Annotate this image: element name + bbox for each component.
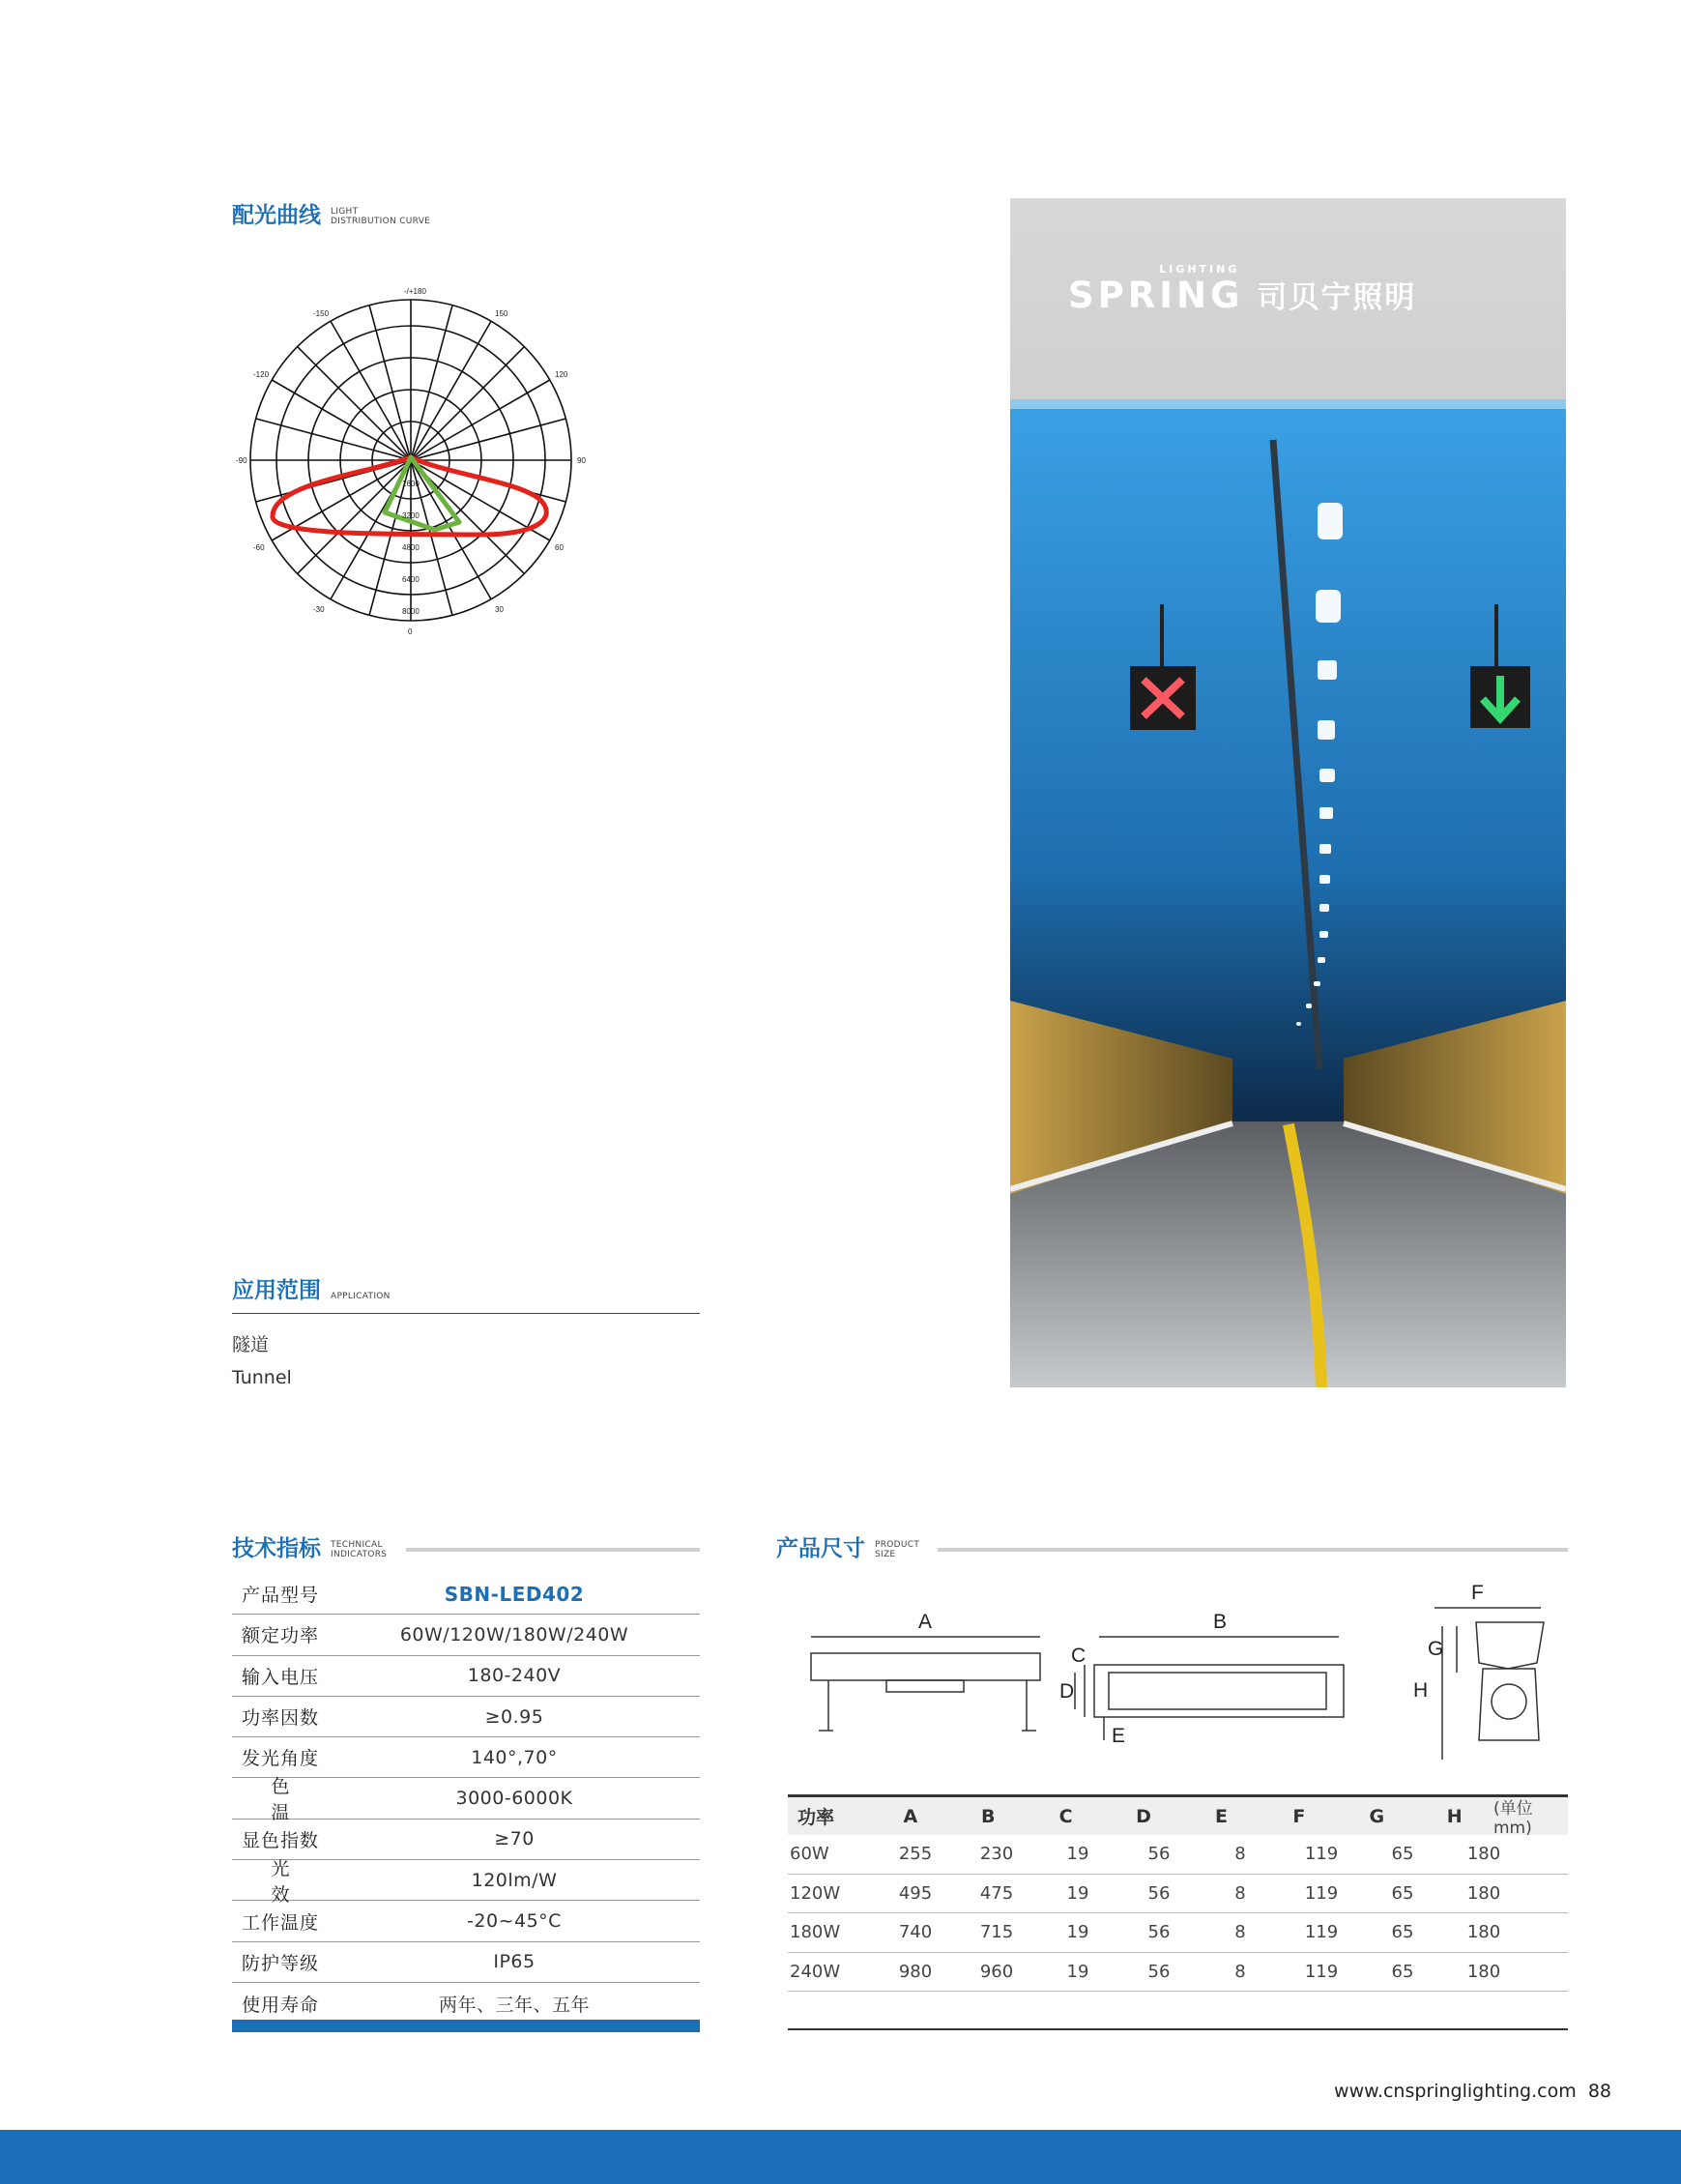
tunnel-light bbox=[1314, 981, 1320, 986]
tech-row-power bbox=[232, 1615, 700, 1655]
brand-name bbox=[1068, 263, 1244, 316]
tech-row-power-factor bbox=[232, 1697, 700, 1737]
angle-label-mr: 90 bbox=[577, 456, 586, 465]
size-cell: 180W bbox=[790, 1922, 841, 1943]
size-cell: 19 bbox=[1066, 1961, 1089, 1982]
side-view-driver bbox=[886, 1680, 964, 1692]
radial-label: 3200 bbox=[402, 511, 420, 520]
footer-url-text[interactable]: www.cnspringlighting.com bbox=[1334, 2081, 1577, 2102]
dim-label-c: C bbox=[1071, 1645, 1087, 1667]
tech-key: 发光角度 bbox=[241, 1748, 319, 1770]
tunnel-light bbox=[1306, 1004, 1312, 1008]
tunnel-photo bbox=[1010, 198, 1566, 1387]
size-row bbox=[788, 1913, 1568, 1953]
size-row bbox=[788, 1835, 1568, 1875]
application-cn: 隧道 bbox=[232, 1334, 270, 1355]
ldc-title-cn: 配光曲线 bbox=[232, 203, 321, 228]
size-cell: 19 bbox=[1066, 1882, 1089, 1904]
size-title-cn: 产品尺寸 bbox=[776, 1536, 865, 1561]
angle-label-tr: 150 bbox=[495, 309, 508, 318]
angle-label-ml: -90 bbox=[236, 456, 247, 465]
tunnel-light bbox=[1319, 904, 1329, 912]
tech-value: SBN-LED402 bbox=[444, 1582, 585, 1606]
size-header: H bbox=[1446, 1805, 1463, 1827]
tech-row-efficacy bbox=[232, 1857, 700, 1906]
angle-label-top: -/+180 bbox=[404, 287, 426, 296]
tech-row-cct bbox=[232, 1776, 700, 1824]
size-cell: 119 bbox=[1304, 1922, 1339, 1943]
tunnel-light bbox=[1319, 769, 1335, 782]
size-cell: 960 bbox=[979, 1961, 1014, 1982]
side-view-bracket-right bbox=[1022, 1680, 1036, 1731]
tunnel-light bbox=[1318, 660, 1337, 680]
tech-value: ≥70 bbox=[494, 1828, 535, 1850]
size-cell: 180 bbox=[1466, 1882, 1501, 1904]
size-table-bottom-rule bbox=[788, 2028, 1568, 2030]
size-cell: 65 bbox=[1391, 1882, 1414, 1904]
angle-label-ul: -120 bbox=[253, 370, 270, 379]
size-table-header bbox=[788, 1797, 1568, 1838]
angle-label-ur: 120 bbox=[555, 370, 568, 379]
angle-label-bl: -30 bbox=[313, 605, 325, 614]
dim-label-f: F bbox=[1471, 1582, 1484, 1604]
size-header: B bbox=[980, 1805, 996, 1827]
dim-label-h: H bbox=[1413, 1679, 1429, 1702]
footer-bar bbox=[0, 2130, 1681, 2184]
dim-label-e: E bbox=[1112, 1725, 1126, 1747]
size-header: F bbox=[1292, 1805, 1306, 1827]
size-cell: 180 bbox=[1466, 1844, 1501, 1865]
size-header: C bbox=[1058, 1805, 1073, 1827]
tunnel-light bbox=[1319, 931, 1328, 938]
size-cell: 180 bbox=[1466, 1922, 1501, 1943]
tech-value: 120lm/W bbox=[471, 1869, 558, 1891]
radial-label: 4800 bbox=[402, 543, 420, 552]
tech-bottom-bar bbox=[232, 2020, 700, 2032]
tunnel-illustration bbox=[1010, 198, 1566, 1387]
size-row bbox=[788, 1953, 1568, 1993]
size-cell: 119 bbox=[1304, 1844, 1339, 1865]
footer-url[interactable] bbox=[1334, 2081, 1611, 2102]
tech-value: 60W/120W/180W/240W bbox=[399, 1623, 629, 1645]
brand-cn: 司贝宁照明 bbox=[1257, 280, 1417, 315]
size-unit: (单位mm) bbox=[1493, 1799, 1533, 1838]
polar-plot bbox=[232, 280, 628, 648]
dim-label-b: B bbox=[1213, 1611, 1228, 1633]
end-view-hub bbox=[1492, 1684, 1526, 1719]
ldc-title-en: LIGHT DISTRIBUTION CURVE bbox=[331, 207, 431, 226]
size-cell: 119 bbox=[1304, 1961, 1339, 1982]
tech-key: 工作温度 bbox=[241, 1911, 319, 1934]
tech-row-warranty bbox=[232, 1983, 700, 2024]
end-view-body bbox=[1479, 1669, 1539, 1740]
tunnel-light bbox=[1318, 503, 1343, 539]
angle-label-tl: -150 bbox=[313, 309, 330, 318]
size-cell: 8 bbox=[1234, 1882, 1246, 1904]
size-title-en: PRODUCT SIZE bbox=[875, 1540, 920, 1559]
tech-value: 180-240V bbox=[467, 1665, 562, 1687]
tech-value: 3000-6000K bbox=[455, 1788, 573, 1810]
tech-title-cn: 技术指标 bbox=[232, 1536, 321, 1561]
side-view-bracket-left bbox=[819, 1680, 833, 1731]
tech-key: 输入电压 bbox=[241, 1666, 319, 1688]
ldc-section-title bbox=[232, 205, 430, 227]
tunnel-light bbox=[1319, 807, 1333, 819]
tech-row-ip bbox=[232, 1942, 700, 1983]
size-cell: 240W bbox=[790, 1961, 841, 1982]
angle-label-ll: -60 bbox=[253, 543, 265, 552]
brand-name-text: SPRING bbox=[1068, 275, 1244, 316]
radial-label: 6400 bbox=[402, 575, 420, 584]
ceiling-edge bbox=[1010, 399, 1566, 409]
tech-row-temp bbox=[232, 1901, 700, 1941]
tech-section-title bbox=[232, 1538, 387, 1560]
size-row bbox=[788, 1875, 1568, 1914]
tech-key: 产品型号 bbox=[241, 1585, 319, 1607]
size-cell: 120W bbox=[790, 1882, 841, 1904]
size-cell: 230 bbox=[979, 1844, 1014, 1865]
tech-title-rule bbox=[406, 1548, 700, 1552]
tunnel-light bbox=[1319, 844, 1331, 854]
application-title-en: APPLICATION bbox=[331, 1291, 391, 1301]
size-cell: 65 bbox=[1391, 1922, 1414, 1943]
size-cell: 180 bbox=[1466, 1961, 1501, 1982]
tech-row-voltage bbox=[232, 1656, 700, 1697]
size-cell: 56 bbox=[1147, 1882, 1171, 1904]
tunnel-light bbox=[1318, 957, 1325, 963]
size-header: A bbox=[903, 1805, 918, 1827]
size-header: D bbox=[1136, 1805, 1151, 1827]
size-cell: 56 bbox=[1147, 1922, 1171, 1943]
size-cell: 8 bbox=[1234, 1961, 1246, 1982]
dim-label-d: D bbox=[1059, 1680, 1075, 1703]
application-title-cn: 应用范围 bbox=[232, 1278, 321, 1303]
application-section-title bbox=[232, 1280, 391, 1302]
size-cell: 56 bbox=[1147, 1961, 1171, 1982]
size-cell: 980 bbox=[898, 1961, 933, 1982]
tech-value: IP65 bbox=[493, 1951, 536, 1973]
tunnel-light bbox=[1319, 875, 1330, 884]
size-header: 功率 bbox=[797, 1807, 835, 1828]
radial-label: 8000 bbox=[402, 607, 420, 616]
tech-value: -20~45°C bbox=[467, 1910, 562, 1933]
size-cell: 65 bbox=[1391, 1844, 1414, 1865]
size-cell: 56 bbox=[1147, 1844, 1171, 1865]
tech-key: 额定功率 bbox=[241, 1625, 319, 1647]
tech-key: 光效 bbox=[271, 1857, 313, 1906]
size-cell: 740 bbox=[898, 1922, 933, 1943]
size-cell: 119 bbox=[1304, 1882, 1339, 1904]
tech-key: 功率因数 bbox=[241, 1707, 319, 1730]
size-cell: 65 bbox=[1391, 1961, 1414, 1982]
size-table bbox=[788, 1794, 1568, 2030]
tunnel-light bbox=[1316, 590, 1341, 623]
page-number: 88 bbox=[1587, 2081, 1611, 2102]
angle-label-br: 30 bbox=[495, 605, 504, 614]
brand-sub: LIGHTING bbox=[1159, 263, 1240, 276]
size-cell: 715 bbox=[979, 1922, 1014, 1943]
front-view-window bbox=[1109, 1673, 1326, 1709]
size-header: G bbox=[1369, 1805, 1385, 1827]
tech-value: ≥0.95 bbox=[484, 1705, 544, 1728]
tech-key: 使用寿命 bbox=[241, 1994, 319, 2016]
tunnel-light bbox=[1296, 1022, 1301, 1026]
size-cell: 8 bbox=[1234, 1844, 1246, 1865]
angle-label-bottom: 0 bbox=[408, 627, 413, 636]
size-cell: 495 bbox=[898, 1882, 933, 1904]
size-cell: 60W bbox=[790, 1844, 829, 1865]
dim-label-a: A bbox=[918, 1611, 933, 1633]
size-cell: 8 bbox=[1234, 1922, 1246, 1943]
tech-value: 140°,70° bbox=[471, 1746, 558, 1768]
brand-logo bbox=[1068, 263, 1417, 316]
tech-title-en: TECHNICAL INDICATORS bbox=[331, 1540, 388, 1559]
tech-key: 色温 bbox=[271, 1776, 313, 1824]
tech-key: 显色指数 bbox=[241, 1829, 319, 1851]
application-en: Tunnel bbox=[232, 1367, 292, 1388]
tech-key: 防护等级 bbox=[241, 1952, 319, 1974]
light-distribution-chart bbox=[232, 280, 628, 648]
tunnel-light bbox=[1318, 720, 1335, 740]
tech-row-model bbox=[232, 1574, 700, 1615]
size-section-title bbox=[776, 1538, 919, 1560]
radial-label: 1600 bbox=[402, 480, 420, 488]
size-cell: 19 bbox=[1066, 1844, 1089, 1865]
side-view-body bbox=[811, 1653, 1040, 1680]
dim-label-g: G bbox=[1428, 1638, 1444, 1660]
angle-label-lr: 60 bbox=[555, 543, 564, 552]
size-cell: 255 bbox=[898, 1844, 933, 1865]
size-cell: 475 bbox=[979, 1882, 1014, 1904]
size-title-rule bbox=[938, 1548, 1568, 1552]
dimension-svg bbox=[785, 1576, 1578, 1769]
application-divider bbox=[232, 1313, 700, 1314]
tech-table bbox=[232, 1574, 700, 2024]
size-header: E bbox=[1215, 1805, 1228, 1827]
dimension-drawings bbox=[785, 1576, 1578, 1769]
size-cell: 19 bbox=[1066, 1922, 1089, 1943]
tech-value: 两年、三年、五年 bbox=[438, 1994, 590, 2016]
end-view-head bbox=[1476, 1622, 1544, 1669]
